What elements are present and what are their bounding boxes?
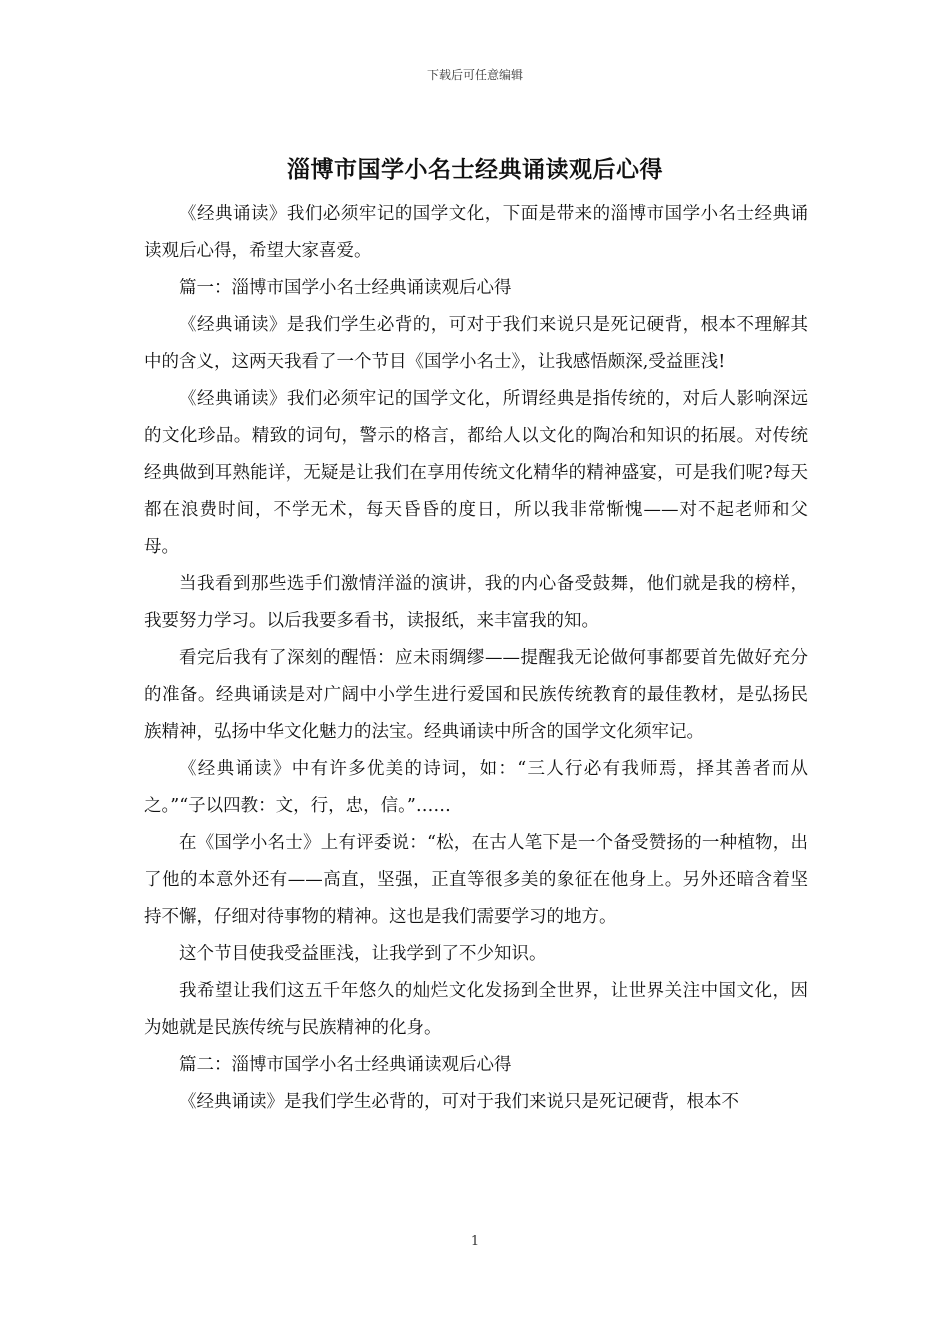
header-note: 下载后可任意编辑 bbox=[426, 68, 523, 82]
paragraph: 当我看到那些选手们激情洋溢的演讲，我的内心备受鼓舞，他们就是我的榜样，我要努力学习。以后我要多看书，读报纸，来丰富我的知。 bbox=[144, 574, 808, 631]
section-heading-1: 篇一：淄博市国学小名士经典诵读观后心得 bbox=[179, 278, 512, 298]
paragraph: 我希望让我们这五千年悠久的灿烂文化发扬到全世界，让世界关注中国文化，因为她就是民族传统与民族精神的化身。 bbox=[144, 981, 808, 1038]
paragraph: 《经典诵读》我们必须牢记的国学文化，所谓经典是指传统的，对后人影响深远的文化珍品。精致的词句，警示的格言，都给人以文化的陶冶和知识的拓展。对传统经典做到耳熟能详，无疑是让我们在享用传统文化精华的精神盛宴，可是我们呢?每天都在浪费时间，不学无术，每天昏昏的度日，所以我非常惭愧——对不起老师和父母。 bbox=[144, 389, 808, 557]
paragraph: 在《国学小名士》上有评委说：“松，在古人笔下是一个备受赞扬的一种植物，出了他的本意外还有——高直，坚强，正直等很多美的象征在他身上。另外还暗含着坚持不懈，仔细对待事物的精神。这也是我们需要学习的地方。 bbox=[144, 833, 808, 927]
paragraph: 《经典诵读》是我们学生必背的，可对于我们来说只是死记硬背，根本不理解其中的含义，这两天我看了一个节目《国学小名士》，让我感悟颇深,受益匪浅! bbox=[144, 315, 808, 372]
paragraph: 这个节目使我受益匪浅，让我学到了不少知识。 bbox=[179, 944, 547, 964]
paragraph: 看完后我有了深刻的醒悟：应未雨绸缪——提醒我无论做何事都要首先做好充分的准备。经典诵读是对广阔中小学生进行爱国和民族传统教育的最佳教材，是弘扬民族精神，弘扬中华文化魅力的法宝。经典诵读中所含的国学文化须牢记。 bbox=[144, 648, 808, 742]
paragraph: 《经典诵读》是我们学生必背的，可对于我们来说只是死记硬背，根本不 bbox=[179, 1092, 739, 1112]
document-title: 淄博市国学小名士经典诵读观后心得 bbox=[287, 156, 663, 183]
document-body bbox=[144, 196, 808, 1121]
paragraph-intro: 《经典诵读》我们必须牢记的国学文化，下面是带来的淄博市国学小名士经典诵读观后心得，希望大家喜爱。 bbox=[144, 204, 808, 261]
paragraph: 《经典诵读》中有许多优美的诗词，如：“三人行必有我师焉，择其善者而从之。”“子以四教：文，行，忠，信。”…… bbox=[144, 759, 808, 816]
section-heading-2: 篇二：淄博市国学小名士经典诵读观后心得 bbox=[179, 1055, 512, 1075]
page-number: 1 bbox=[470, 1234, 480, 1249]
